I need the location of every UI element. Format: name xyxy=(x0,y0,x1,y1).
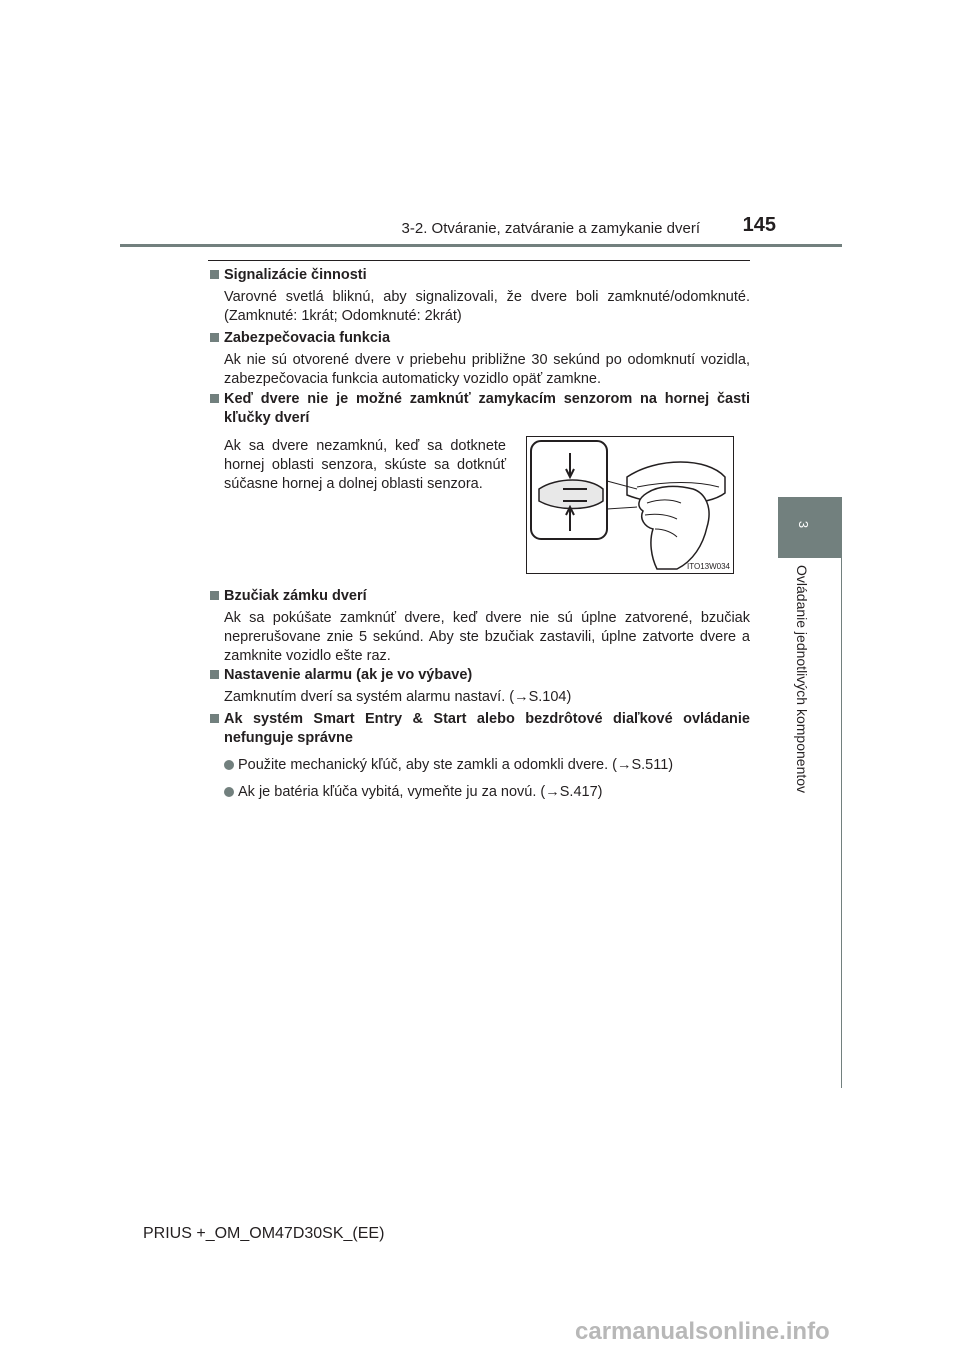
section-heading: Nastavenie alarmu (ak je vo výbave) xyxy=(210,666,750,685)
chapter-tab xyxy=(778,497,842,558)
section-body: Ak sa dvere nezamknú, keď sa dotknete hornej oblasti senzora, skúste sa dotknúť súčasne hornej a dolnej oblasti senzora. xyxy=(224,438,506,492)
chapter-number: 3 xyxy=(796,520,812,529)
round-bullet-icon xyxy=(224,787,234,797)
section-body: Ak nie sú otvorené dvere v priebehu približne 30 sekúnd po odomknutí vozidla, zabezpečovacia funkcia automaticky vozidlo opäť zamkne. xyxy=(224,352,750,387)
section-heading: Bzučiak zámku dverí xyxy=(210,587,750,606)
section-heading: Keď dvere nie je možné zamknúť zamykacím senzorom na hornej časti kľučky dverí xyxy=(210,390,750,428)
square-bullet-icon xyxy=(210,670,219,679)
list-item: Použite mechanický kľúč, aby ste zamkli a odomkli dvere. (→S.511) xyxy=(210,756,750,775)
page-number: 145 xyxy=(742,214,776,236)
content-top-rule xyxy=(208,260,750,261)
section-zabezpecovacia xyxy=(210,329,750,389)
square-bullet-icon xyxy=(210,270,219,279)
header-rule xyxy=(120,244,842,247)
list-item: Ak je batéria kľúča vybitá, vymeňte ju za novú. (→S.417) xyxy=(210,783,750,802)
round-bullet-icon xyxy=(224,760,234,770)
chapter-label: Ovládanie jednotlivých komponentov xyxy=(794,565,810,794)
section-heading: Signalizácie činnosti xyxy=(210,266,750,285)
side-divider xyxy=(841,558,842,1088)
square-bullet-icon xyxy=(210,394,219,403)
watermark: carmanualsonline.info xyxy=(575,1318,830,1345)
square-bullet-icon xyxy=(210,714,219,723)
running-header-title: 3-2. Otváranie, zatváranie a zamykanie dverí xyxy=(401,220,700,237)
section-body: Varovné svetlá bliknú, aby signalizovali, že dvere boli zamknuté/odomknuté. (Zamknuté: 1krát; Odomknuté: 2krát) xyxy=(224,289,750,324)
square-bullet-icon xyxy=(210,591,219,600)
section-bzuciak xyxy=(210,587,750,666)
figure-code: ITO13W034 xyxy=(687,562,730,571)
section-body: Ak sa pokúšate zamknúť dvere, keď dvere nie sú úplne zatvorené, bzučiak neprerušovane znie 5 sekúnd. Aby ste bzučiak zastavili, úplne zatvorte dvere a zamknite vozidlo ešte raz. xyxy=(224,610,750,664)
section-alarm xyxy=(210,666,750,707)
side-tab-blank xyxy=(778,247,842,497)
side-tab-strip xyxy=(778,558,842,1088)
door-handle-illustration xyxy=(526,436,734,574)
section-heading: Ak systém Smart Entry & Start alebo bezdrôtové diaľkové ovládanie nefunguje správne xyxy=(210,710,750,748)
section-heading: Zabezpečovacia funkcia xyxy=(210,329,750,348)
door-handle-sensor-icon xyxy=(527,437,733,573)
document-code: PRIUS +_OM_OM47D30SK_(EE) xyxy=(143,1225,385,1242)
section-smart-entry xyxy=(210,710,750,802)
section-body: Zamknutím dverí sa systém alarmu nastaví. (→S.104) xyxy=(224,689,572,705)
section-signalizacie xyxy=(210,266,750,326)
square-bullet-icon xyxy=(210,333,219,342)
